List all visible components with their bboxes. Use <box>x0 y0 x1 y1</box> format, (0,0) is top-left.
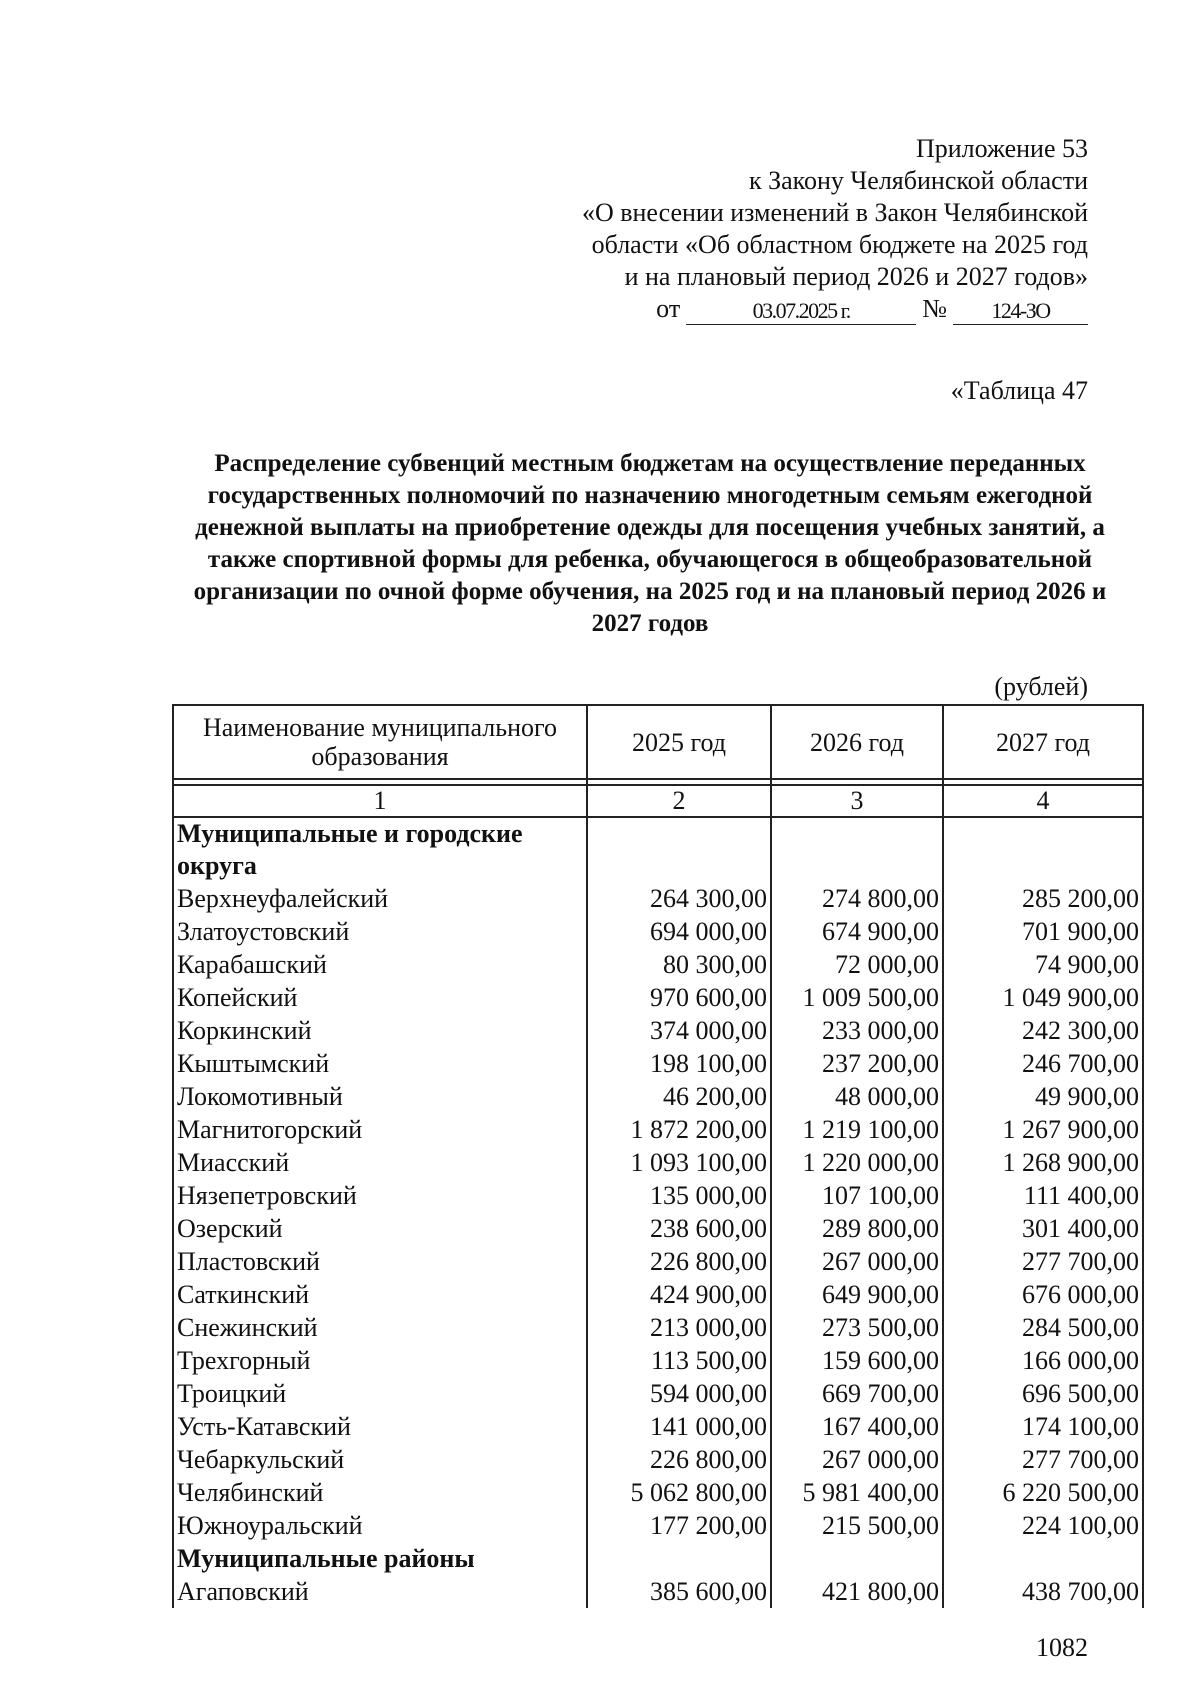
value-2026-cell: 159 600,00 <box>771 1344 943 1377</box>
value-2027-cell: 166 000,00 <box>943 1344 1143 1377</box>
value-2026-cell: 267 000,00 <box>771 1245 943 1278</box>
table-row <box>173 1278 1143 1311</box>
value-2025-cell: 1 872 200,00 <box>587 1113 771 1146</box>
table-label: «Таблица 47 <box>950 376 1088 405</box>
value-2026-cell: 5 981 400,00 <box>771 1476 943 1509</box>
value-2026-cell: 215 500,00 <box>771 1509 943 1542</box>
municipality-name-cell: Челябинский <box>173 1476 587 1509</box>
appendix-line: к Закону Челябинской области <box>748 166 1088 195</box>
appendix-header <box>488 133 1088 325</box>
value-2027-cell <box>943 817 1143 882</box>
column-number: 2 <box>587 785 771 817</box>
appendix-line: и на плановый период 2026 и 2027 годов» <box>624 262 1088 291</box>
table-row <box>173 1377 1143 1410</box>
value-2027-cell: 1 049 900,00 <box>943 981 1143 1014</box>
value-2027-cell: 284 500,00 <box>943 1311 1143 1344</box>
table-row <box>173 882 1143 915</box>
value-2026-cell: 1 009 500,00 <box>771 981 943 1014</box>
value-2027-cell: 696 500,00 <box>943 1377 1143 1410</box>
value-2025-cell: 264 300,00 <box>587 882 771 915</box>
from-label: от <box>656 294 681 323</box>
value-2025-cell: 80 300,00 <box>587 948 771 981</box>
value-2025-cell: 135 000,00 <box>587 1179 771 1212</box>
value-2025-cell: 238 600,00 <box>587 1212 771 1245</box>
table-row <box>173 1575 1143 1608</box>
value-2026-cell: 421 800,00 <box>771 1575 943 1608</box>
table-row <box>173 915 1143 948</box>
value-2027-cell: 1 267 900,00 <box>943 1113 1143 1146</box>
value-2025-cell: 226 800,00 <box>587 1245 771 1278</box>
municipality-name-cell: Пластовский <box>173 1245 587 1278</box>
table-row <box>173 948 1143 981</box>
value-2025-cell: 374 000,00 <box>587 1014 771 1047</box>
municipality-name-cell: Коркинский <box>173 1014 587 1047</box>
table-row <box>173 1179 1143 1212</box>
distribution-table <box>172 704 1144 1608</box>
value-2025-cell <box>587 817 771 882</box>
municipality-name-cell: Троицкий <box>173 1377 587 1410</box>
municipality-name-cell: Нязепетровский <box>173 1179 587 1212</box>
municipality-name-cell: Магнитогорский <box>173 1113 587 1146</box>
value-2027-cell: 242 300,00 <box>943 1014 1143 1047</box>
value-2026-cell: 649 900,00 <box>771 1278 943 1311</box>
table-row <box>173 1509 1143 1542</box>
value-2027-cell: 111 400,00 <box>943 1179 1143 1212</box>
column-header-2025: 2025 год <box>587 705 771 779</box>
value-2025-cell: 1 093 100,00 <box>587 1146 771 1179</box>
units-label: (рублей) <box>994 672 1088 701</box>
municipality-name-cell: Снежинский <box>173 1311 587 1344</box>
table-row <box>173 1443 1143 1476</box>
appendix-line: «О внесении изменений в Закон Челябинской <box>581 198 1088 227</box>
value-2026-cell: 72 000,00 <box>771 948 943 981</box>
value-2026-cell: 107 100,00 <box>771 1179 943 1212</box>
page-number: 1082 <box>1036 1633 1088 1662</box>
value-2026-cell: 273 500,00 <box>771 1311 943 1344</box>
municipality-name-cell: Чебаркульский <box>173 1443 587 1476</box>
table-body <box>173 817 1143 1608</box>
value-2025-cell: 970 600,00 <box>587 981 771 1014</box>
table-row <box>173 1014 1143 1047</box>
municipality-name-cell: Кыштымский <box>173 1047 587 1080</box>
value-2027-cell: 277 700,00 <box>943 1443 1143 1476</box>
value-2025-cell: 46 200,00 <box>587 1080 771 1113</box>
value-2025-cell: 226 800,00 <box>587 1443 771 1476</box>
value-2027-cell: 174 100,00 <box>943 1410 1143 1443</box>
municipality-name-cell: Миасский <box>173 1146 587 1179</box>
value-2027-cell: 1 268 900,00 <box>943 1146 1143 1179</box>
table-row <box>173 1113 1143 1146</box>
value-2025-cell: 694 000,00 <box>587 915 771 948</box>
appendix-line: Приложение 53 <box>915 134 1088 163</box>
value-2027-cell: 676 000,00 <box>943 1278 1143 1311</box>
column-number: 3 <box>771 785 943 817</box>
table-row <box>173 1080 1143 1113</box>
value-2026-cell: 289 800,00 <box>771 1212 943 1245</box>
value-2025-cell: 177 200,00 <box>587 1509 771 1542</box>
value-2027-cell: 277 700,00 <box>943 1245 1143 1278</box>
value-2027-cell: 301 400,00 <box>943 1212 1143 1245</box>
value-2025-cell: 424 900,00 <box>587 1278 771 1311</box>
value-2027-cell: 49 900,00 <box>943 1080 1143 1113</box>
municipality-name-cell: Саткинский <box>173 1278 587 1311</box>
value-2025-cell: 594 000,00 <box>587 1377 771 1410</box>
municipality-name-cell: Верхнеуфалейский <box>173 882 587 915</box>
value-2026-cell: 669 700,00 <box>771 1377 943 1410</box>
column-header-2027: 2027 год <box>943 705 1143 779</box>
municipality-name-cell: Трехгорный <box>173 1344 587 1377</box>
table-row <box>173 1212 1143 1245</box>
value-2025-cell: 5 062 800,00 <box>587 1476 771 1509</box>
table-row <box>173 1047 1143 1080</box>
table-row <box>173 981 1143 1014</box>
law-date: 03.07.2025 г. <box>686 298 916 325</box>
table-row <box>173 1476 1143 1509</box>
value-2025-cell: 113 500,00 <box>587 1344 771 1377</box>
value-2025-cell: 213 000,00 <box>587 1311 771 1344</box>
municipality-name-cell: Муниципальные районы <box>173 1542 587 1575</box>
value-2026-cell: 267 000,00 <box>771 1443 943 1476</box>
value-2027-cell: 74 900,00 <box>943 948 1143 981</box>
document-heading: Распределение субвенций местным бюджетам на осуществление переданных государственных полномочий по назначению многодетным семьям ежегодной денежной выплаты на приобретение одежды для посещения учебных занятий, а также спортивной формы для ребенка, обучающегося в общеобразовательной организации по очной форме обучения, на 2025 год и на плановый период 2026 и 2027 годов <box>193 450 1107 637</box>
municipality-name-cell: Копейский <box>173 981 587 1014</box>
value-2026-cell: 167 400,00 <box>771 1410 943 1443</box>
law-number: 124-ЗО <box>953 298 1088 325</box>
value-2025-cell: 141 000,00 <box>587 1410 771 1443</box>
table-header-row <box>173 705 1143 779</box>
value-2026-cell: 48 000,00 <box>771 1080 943 1113</box>
value-2025-cell: 385 600,00 <box>587 1575 771 1608</box>
value-2027-cell: 246 700,00 <box>943 1047 1143 1080</box>
column-number: 1 <box>173 785 587 817</box>
value-2027-cell: 701 900,00 <box>943 915 1143 948</box>
table-row <box>173 1410 1143 1443</box>
value-2025-cell: 198 100,00 <box>587 1047 771 1080</box>
municipality-name-cell: Озерский <box>173 1212 587 1245</box>
table-row <box>173 1344 1143 1377</box>
municipality-name-cell: Локомотивный <box>173 1080 587 1113</box>
municipality-name-cell: Агаповский <box>173 1575 587 1608</box>
section-row <box>173 1542 1143 1575</box>
value-2026-cell <box>771 1542 943 1575</box>
value-2027-cell: 6 220 500,00 <box>943 1476 1143 1509</box>
value-2026-cell: 233 000,00 <box>771 1014 943 1047</box>
value-2026-cell: 1 219 100,00 <box>771 1113 943 1146</box>
law-date-number <box>488 293 1088 325</box>
table-row <box>173 1146 1143 1179</box>
value-2025-cell <box>587 1542 771 1575</box>
value-2027-cell <box>943 1542 1143 1575</box>
value-2026-cell: 1 220 000,00 <box>771 1146 943 1179</box>
value-2026-cell: 674 900,00 <box>771 915 943 948</box>
value-2026-cell: 274 800,00 <box>771 882 943 915</box>
municipality-name-cell: Южноуральский <box>173 1509 587 1542</box>
table-row <box>173 1245 1143 1278</box>
value-2027-cell: 438 700,00 <box>943 1575 1143 1608</box>
appendix-line: области «Об областном бюджете на 2025 год <box>591 230 1088 259</box>
section-row <box>173 817 1143 882</box>
municipality-name-cell: Карабашский <box>173 948 587 981</box>
municipality-name-cell: Муниципальные и городские округа <box>173 817 587 882</box>
column-number-row <box>173 785 1143 817</box>
municipality-name-cell: Златоустовский <box>173 915 587 948</box>
column-header-municipality: Наименование муниципального образования <box>173 705 587 779</box>
column-number: 4 <box>943 785 1143 817</box>
number-sign: № <box>922 294 947 323</box>
municipality-name-cell: Усть-Катавский <box>173 1410 587 1443</box>
column-header-2026: 2026 год <box>771 705 943 779</box>
value-2027-cell: 224 100,00 <box>943 1509 1143 1542</box>
value-2027-cell: 285 200,00 <box>943 882 1143 915</box>
value-2026-cell: 237 200,00 <box>771 1047 943 1080</box>
value-2026-cell <box>771 817 943 882</box>
table-row <box>173 1311 1143 1344</box>
